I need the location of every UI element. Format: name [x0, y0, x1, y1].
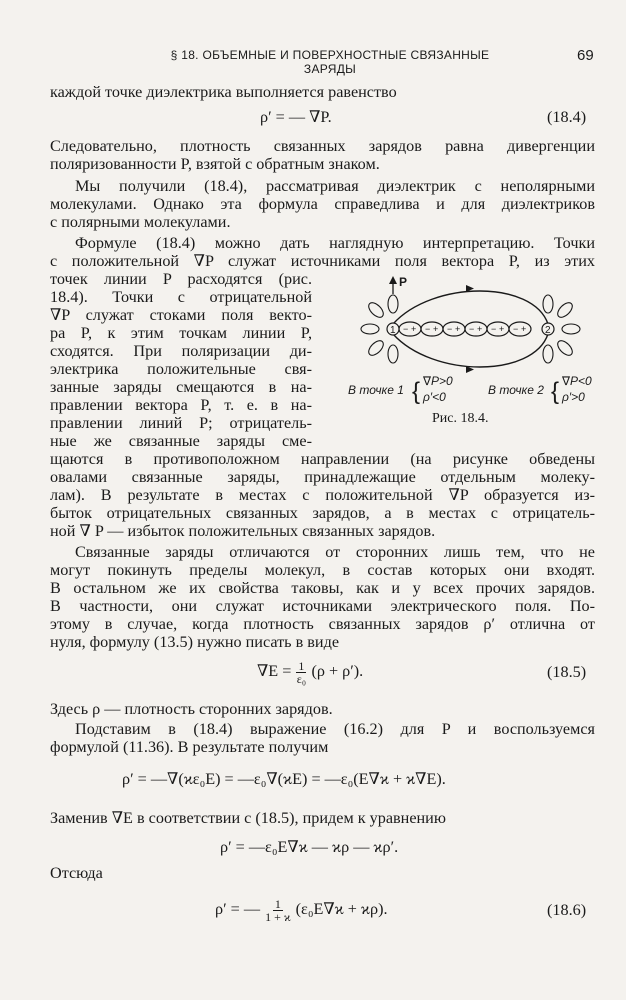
- text-line: правлении вектора P, т. е. в на-: [50, 396, 312, 414]
- fraction-numerator: 1: [274, 897, 281, 911]
- svg-text:−: −: [425, 324, 431, 334]
- figure-18-4: [348, 272, 610, 432]
- text-line: поляризованности P, взятой с обратным знаком.: [50, 155, 380, 173]
- equation-bound-charge-2: ρ′ = —ε₀E∇ϰ — ϰρ — ϰρ′.: [220, 838, 399, 856]
- equation-18-6: ρ′ = — $\frac{1}{1 + ϰ}$ (ε₀E∇ϰ + ϰρ).: [215, 897, 388, 924]
- text-line: Связанные заряды отличаются от сторонних лишь тем, что не: [75, 543, 595, 561]
- text-line: нуля, формулу (13.5) нужно писать в виде: [50, 633, 340, 651]
- text-line: ной ∇ P — избыток положительных связанных зарядов.: [50, 522, 436, 540]
- svg-text:+: +: [433, 324, 439, 334]
- svg-text:+: +: [477, 324, 483, 334]
- svg-text:{: {: [551, 378, 560, 405]
- fraction-numerator: 1: [298, 659, 305, 673]
- text-line: занные заряды смещаются в на-: [50, 378, 312, 396]
- text-line: молекулами. Однако эта формула справедлива и для диэлектриков: [50, 195, 595, 213]
- text-line: Отсюда: [50, 864, 103, 882]
- point-1-label: В точке 1: [348, 383, 404, 397]
- point-2-number: 2: [545, 325, 551, 336]
- text-line: с положительной ∇P служат источниками поля вектора P, из этих: [50, 252, 595, 270]
- text-line: могут покинуть пределы молекул, в состав которых они входят.: [50, 561, 595, 579]
- svg-text:+: +: [499, 324, 505, 334]
- svg-text:−: −: [491, 324, 497, 334]
- fraction-denominator: 1 + ϰ: [265, 910, 291, 924]
- equation-18-5: ∇E = $\frac{1}{\text{ε₀}}$ (ρ + ρ′).: [257, 659, 364, 686]
- point-2-cond-a: ∇P<0: [562, 374, 592, 388]
- text-line: с полярными молекулами.: [50, 213, 231, 231]
- svg-text:−: −: [403, 324, 409, 334]
- equation-number: (18.4): [547, 108, 587, 126]
- point-1-number: 1: [390, 325, 396, 336]
- arrow-icon: [389, 276, 397, 284]
- equation-number: (18.5): [547, 663, 587, 681]
- fraction-denominator: ε₀: [296, 672, 307, 686]
- svg-text:−: −: [513, 324, 519, 334]
- text-line: Здесь ρ — плотность сторонних зарядов.: [50, 700, 333, 718]
- equation-number: (18.6): [547, 901, 587, 919]
- text-line: В частности, они служат источниками электрического поля. По-: [50, 597, 595, 615]
- dipole-chain: [399, 322, 531, 336]
- text-line: правлении линий P; отрицатель-: [50, 414, 312, 432]
- svg-text:+: +: [455, 324, 461, 334]
- text-line: В остальном же их свойства таковы, как и у всех прочих зарядов.: [50, 579, 595, 597]
- point-2-cond-b: ρ′>0: [562, 390, 585, 404]
- text-line: сходятся. При поляризации ди-: [50, 342, 312, 360]
- text-line: Следовательно, плотность связанных зарядов равна дивергенции: [50, 137, 595, 155]
- text-line: каждой точке диэлектрика выполняется равенство: [50, 83, 397, 101]
- field-line-bottom: [393, 334, 548, 367]
- field-line-top: [393, 291, 548, 324]
- text-line: электрика положительные свя-: [50, 360, 312, 378]
- text-line: формулой (11.36). В результате получим: [50, 738, 329, 756]
- svg-text:−: −: [469, 324, 475, 334]
- text-line: быток отрицательных связанных зарядов, а в местах с отрицатель-: [50, 504, 595, 522]
- text-line: ∇P служат стоками поля векто-: [50, 306, 312, 324]
- equation-18-4: ρ′ = — ∇P.: [260, 108, 332, 126]
- text-line: овалами связанные заряды, принадлежащие отдельным молеку-: [50, 468, 595, 486]
- text-line: Подставим в (18.4) выражение (16.2) для P и воспользуемся: [75, 720, 595, 738]
- text-line: Мы получили (18.4), рассматривая диэлектрик с неполярными: [75, 177, 595, 195]
- text-line: этому в случае, когда плотность связанных зарядов ρ′ отлична от: [50, 615, 595, 633]
- point-1-cond-b: ρ′<0: [423, 390, 446, 404]
- text-line: щаются в противоположном направлении (на рисунке обведены: [50, 450, 595, 468]
- svg-text:−: −: [447, 324, 453, 334]
- figure-caption: Рис. 18.4.: [432, 411, 489, 426]
- point-2-label: В точке 2: [488, 383, 544, 397]
- text-line: точек линии P расходятся (рис.: [50, 270, 312, 288]
- svg-text:+: +: [411, 324, 417, 334]
- running-header: § 18. ОБЪЕМНЫЕ И ПОВЕРХНОСТНЫЕ СВЯЗАННЫЕ ЗАРЯДЫ: [170, 48, 490, 76]
- text-line: 18.4). Точки с отрицательной: [50, 288, 312, 306]
- equation-bound-charge: ρ′ = —∇(ϰε₀E) = —ε₀∇(ϰE) = —ε₀(E∇ϰ + ϰ∇E).: [122, 770, 446, 788]
- svg-text:+: +: [521, 324, 527, 334]
- point-1-cond-a: ∇P>0: [423, 374, 453, 388]
- text-line: Формуле (18.4) можно дать наглядную интерпретацию. Точки: [75, 234, 595, 252]
- page-number: 69: [577, 47, 594, 64]
- text-line: лам). В результате в местах с положительной ∇P образуется из-: [50, 486, 595, 504]
- vector-p-label: P: [399, 275, 408, 289]
- text-line: Заменив ∇E в соответствии с (18.5), придем к уравнению: [50, 809, 446, 827]
- text-line: ра P, к этим точкам линии P,: [50, 324, 312, 342]
- text-line: ные же связанные заряды сме-: [50, 432, 312, 450]
- svg-text:{: {: [412, 378, 421, 405]
